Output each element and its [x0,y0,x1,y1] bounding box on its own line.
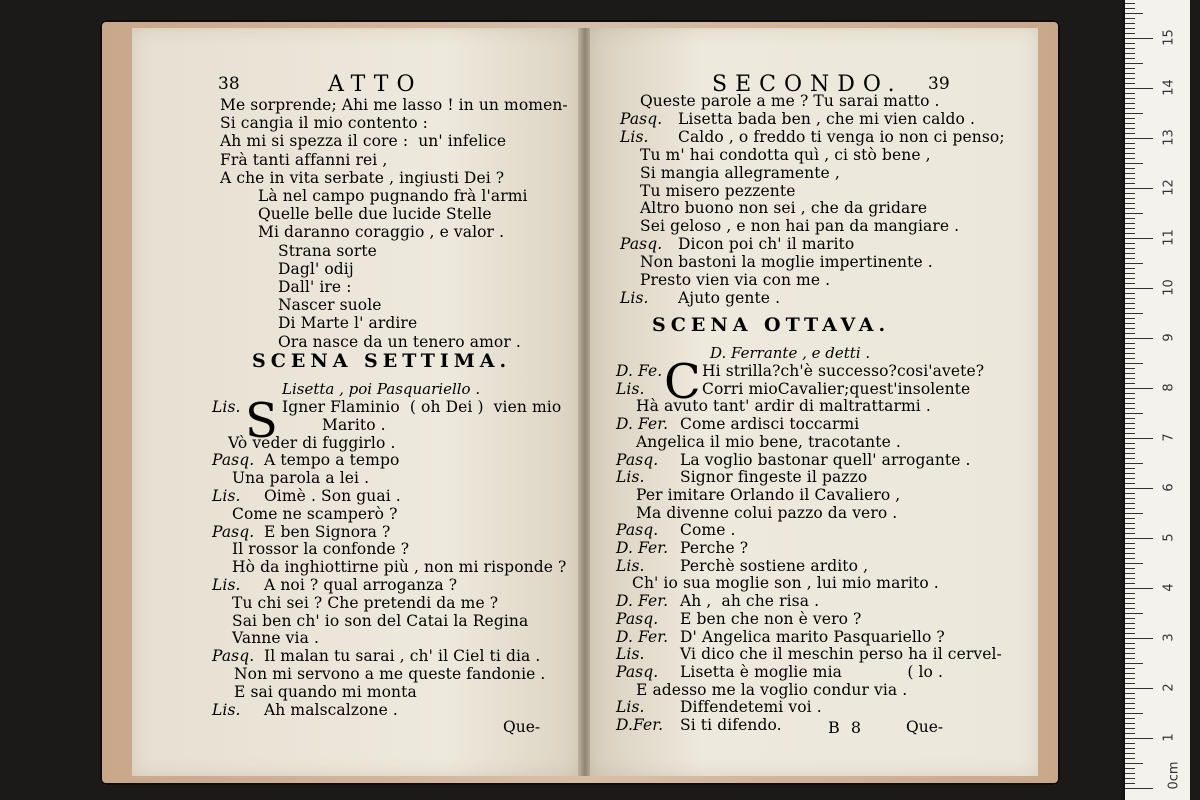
ruler-tick [1125,428,1135,429]
ruler-tick [1125,603,1135,604]
dialogue-line: Dicon poi ch' il marito [678,235,855,254]
ruler-tick [1125,28,1135,29]
ruler-tick [1125,313,1143,314]
dialogue-line: Come ardisci toccarmi [680,415,860,434]
ruler-number: 15 [1161,29,1177,46]
speaker-label: Lis. [212,576,241,594]
ruler-tick [1125,93,1135,94]
dialogue-line: Non mi servono a me queste fandonie . [234,665,546,683]
ruler-tick [1125,613,1143,614]
stage-direction: D. Ferrante , e detti . [710,344,871,362]
ruler-tick [1125,473,1135,474]
ruler-tick [1125,198,1135,199]
ruler-tick [1125,223,1135,224]
verse-line: Dagl' odij [278,259,354,278]
ruler-tick [1125,543,1135,544]
dialogue-line: Signor fingeste il pazzo [680,468,868,487]
ruler-tick [1125,178,1135,179]
ruler-tick [1125,73,1135,74]
ruler-tick [1125,513,1143,514]
ruler-tick [1125,263,1143,264]
ruler-tick [1125,248,1135,249]
ruler-tick [1125,668,1135,669]
speaker-label: Pasq. [620,109,663,128]
ruler-tick [1125,628,1135,629]
verse-line: Me sorprende; Ahi me lasso ! in un momen- [220,96,568,114]
ruler-tick [1125,373,1135,374]
ruler-tick [1125,733,1135,734]
ruler-tick [1125,208,1135,209]
ruler-number: 9 [1161,333,1177,342]
ruler-tick [1125,563,1143,564]
ruler-tick [1125,143,1135,144]
ruler-tick [1125,518,1135,519]
ruler-tick [1125,448,1135,449]
ruler-tick [1125,588,1153,589]
dialogue-line: Non bastoni la moglie impertinente . [640,253,933,272]
ruler-tick [1125,83,1135,84]
speaker-label: Lis. [212,487,241,505]
speaker-label: Lis. [620,288,649,307]
ruler-tick [1125,693,1135,694]
dialogue-line: Vi dico che il meschin perso ha il cervel- [680,645,1002,664]
dialogue-line: Il rossor la confonde ? [232,540,410,559]
speaker-label: Lis. [212,398,241,416]
dialogue-line: Hi strilla?ch'è successo?cosi'avete? [702,362,985,380]
ruler-tick [1125,43,1135,44]
dialogue-line: Tu m' hai condotta quì , ci stò bene , [640,145,931,164]
ruler-tick [1125,768,1135,769]
ruler-tick [1125,308,1135,309]
ruler-tick [1125,213,1143,214]
verse-line: Si cangia il mio contento : [220,114,428,133]
ruler-tick [1125,633,1135,634]
ruler-tick [1125,783,1135,784]
verse-line: A che in vita serbate , ingiusti Dei ? [220,168,505,187]
ruler-tick [1125,38,1153,39]
ruler-tick [1125,323,1135,324]
ruler-number: 5 [1161,533,1177,542]
speaker-label: Lis. [616,379,645,398]
dialogue-line: E sai quando mi monta [234,682,417,701]
ruler-tick [1125,493,1135,494]
scene-title: SCENA SETTIMA. [252,350,512,372]
page-number: 39 [928,74,950,94]
drop-cap: S [245,393,278,449]
dialogue-line: A tempo a tempo [264,451,400,470]
speaker-label: Pasq. [616,662,659,681]
page-number: 38 [218,74,240,94]
dialogue-line: Perche ? [680,539,749,557]
ruler-tick [1125,763,1143,764]
verse-line: Ora nasce da un tenero amor . [278,332,521,351]
ruler-tick [1125,553,1135,554]
dialogue-line: Il malan tu sarai , ch' il Ciel ti dia . [264,647,541,666]
ruler-tick [1125,538,1153,539]
ruler-tick [1125,98,1135,99]
ruler-tick [1125,148,1135,149]
ruler-tick [1125,378,1135,379]
ruler-tick [1125,268,1135,269]
ruler-tick [1125,478,1135,479]
ruler-tick [1125,678,1135,679]
ruler-tick [1125,258,1135,259]
dialogue-line: Tu chi sei ? Che pretendi da me ? [232,593,499,612]
dialogue-line: E ben Signora ? [264,522,391,541]
verse-line: Quelle belle due lucide Stelle [258,205,492,224]
ruler-tick [1125,163,1143,164]
verse-line: Ah mi si spezza il core : un' infelice [220,132,507,151]
ruler-tick [1125,718,1135,719]
ruler-tick [1125,58,1135,59]
ruler-tick [1125,158,1135,159]
ruler-tick [1125,138,1153,139]
ruler-tick [1125,383,1135,384]
dialogue-line: Lisetta bada ben , che mi vien caldo . [678,109,976,128]
ruler-tick [1125,703,1135,704]
ruler-tick [1125,688,1153,689]
dialogue-line: E ben che non è vero ? [680,609,862,628]
dialogue-line: D' Angelica marito Pasquariello ? [680,627,945,646]
ruler-tick [1125,133,1135,134]
verse-line: Frà tanti affanni rei , [220,150,388,169]
ruler-number: 11 [1161,229,1177,246]
measuring-ruler [1125,0,1190,800]
ruler-tick [1125,203,1135,204]
ruler-tick [1125,573,1135,574]
dialogue-line: Hà avuto tant' ardir di maltrattarmi . [636,397,931,416]
ruler-tick [1125,708,1135,709]
drop-cap: C [664,354,701,410]
dialogue-line: Igner Flaminio ( oh Dei ) vien mio [282,398,562,416]
speaker-label: Pasq. [616,521,659,540]
ruler-tick [1125,458,1135,459]
ruler-tick [1125,343,1135,344]
ruler-tick [1125,583,1135,584]
ruler-tick [1125,423,1135,424]
ruler-tick [1125,318,1135,319]
ruler-tick [1125,528,1135,529]
verse-line: Nascer suole [278,296,382,315]
ruler-tick [1125,253,1135,254]
ruler-tick [1125,558,1135,559]
ruler-tick [1125,358,1135,359]
ruler-tick [1125,293,1135,294]
dialogue-line: Perchè sostiene ardito , [680,556,869,575]
ruler-tick [1125,653,1135,654]
ruler-tick [1125,623,1135,624]
running-head: ATTO [328,72,423,97]
ruler-number: 6 [1161,483,1177,492]
ruler-tick [1125,453,1135,454]
ruler-number: 10 [1161,279,1177,296]
dialogue-line: Ajuto gente . [678,288,781,307]
verse-line: Dall' ire : [278,278,352,296]
ruler-tick [1125,508,1135,509]
ruler-tick [1125,773,1135,774]
speaker-label: Pasq. [212,451,255,470]
ruler-number: 2 [1161,683,1177,692]
dialogue-line: Vò veder di fuggirlo . [228,433,396,452]
ruler-tick [1125,288,1153,289]
ruler-tick [1125,193,1135,194]
catchword: Que- [503,718,541,736]
dialogue-line: Tu misero pezzente [640,181,796,200]
ruler-tick [1125,403,1135,404]
ruler-tick [1125,533,1135,534]
ruler-tick [1125,13,1143,14]
ruler-tick [1125,78,1135,79]
ruler-tick [1125,218,1135,219]
ruler-tick [1125,103,1135,104]
speaker-label: D.Fer. [616,716,664,734]
ruler-tick [1125,243,1135,244]
dialogue-line: A noi ? qual arroganza ? [264,576,458,594]
ruler-unit-label: 0cm [1166,761,1182,790]
ruler-tick [1125,228,1135,229]
ruler-tick [1125,123,1135,124]
ruler-tick [1125,523,1135,524]
ruler-tick [1125,303,1135,304]
ruler-tick [1125,503,1135,504]
ruler-number: 1 [1161,733,1177,742]
ruler-number: 12 [1161,179,1177,196]
ruler-tick [1125,548,1135,549]
dialogue-line: Marito . [322,415,386,434]
ruler-tick [1125,8,1135,9]
ruler-tick [1125,398,1135,399]
ruler-tick [1125,788,1153,789]
dialogue-line: Diffendetemi voi . [680,698,822,717]
ruler-tick [1125,433,1135,434]
ruler-tick [1125,608,1135,609]
dialogue-line: Per imitare Orlando il Cavaliero , [636,485,901,504]
speaker-label: Lis. [616,556,645,575]
ruler-tick [1125,748,1135,749]
ruler-tick [1125,443,1135,444]
ruler-tick [1125,393,1135,394]
ruler-tick [1125,438,1153,439]
speaker-label: Lis. [616,645,645,664]
ruler-tick [1125,673,1135,674]
dialogue-line: Ah , ah che risa . [680,592,820,611]
ruler-tick [1125,113,1143,114]
ruler-tick [1125,53,1135,54]
speaker-label: Lis. [616,698,645,717]
ruler-tick [1125,33,1135,34]
speaker-label: Pasq. [616,450,659,469]
ruler-tick [1125,278,1135,279]
ruler-tick [1125,128,1135,129]
ruler-tick [1125,683,1135,684]
ruler-tick [1125,283,1135,284]
ruler-tick [1125,233,1135,234]
ruler-tick [1125,463,1143,464]
speaker-label: Lis. [620,127,649,146]
ruler-tick [1125,568,1135,569]
dialogue-line: Vanne via . [232,629,319,648]
ruler-tick [1125,118,1135,119]
running-head: SECONDO. [712,72,903,97]
ruler-tick [1125,333,1135,334]
dialogue-line: Si ti difendo. [680,716,782,734]
ruler-tick [1125,388,1153,389]
stage-direction: Lisetta , poi Pasquariello . [282,380,481,398]
dialogue-line: Come . [680,521,736,540]
dialogue-line: Presto vien via con me . [640,271,831,289]
ruler-tick [1125,593,1135,594]
speaker-label: D. Fer. [616,627,669,646]
speaker-label: D. Fe. [616,362,663,380]
dialogue-line: E adesso me la voglio condur via . [636,680,908,699]
ruler-tick [1125,68,1135,69]
dialogue-line: Oimè . Son guai . [264,487,401,505]
ruler-tick [1125,413,1143,414]
dialogue-line: Ma divenne colui pazzo da vero . [636,503,898,522]
ruler-tick [1125,778,1135,779]
ruler-tick [1125,108,1135,109]
ruler-tick [1125,363,1143,364]
dialogue-line: La voglio bastonar quell' arrogante . [680,450,971,469]
dialogue-line: Corri mioCavalier;quest'insolente [702,379,971,398]
ruler-tick [1125,18,1135,19]
dialogue-line: Sai ben ch' io son del Catai la Regina [232,611,529,630]
ruler-tick [1125,723,1135,724]
ruler-tick [1125,183,1135,184]
verse-line: Mi daranno coraggio , e valor . [258,223,505,242]
ruler-tick [1125,468,1135,469]
ruler-number: 4 [1161,583,1177,592]
ruler-tick [1125,598,1135,599]
ruler-tick [1125,188,1153,189]
dialogue-line: Queste parole a me ? Tu sarai matto . [640,92,940,110]
ruler-tick [1125,348,1135,349]
ruler-number: 7 [1161,433,1177,442]
dialogue-line: Sei geloso , e non hai pan da mangiare . [640,217,960,236]
speaker-label: Pasq. [616,609,659,628]
dialogue-line: Altro buono non sei , che da gridare [640,199,928,218]
speaker-label: D. Fer. [616,415,669,434]
ruler-tick [1125,713,1143,714]
ruler-tick [1125,638,1153,639]
ruler-number: 8 [1161,383,1177,392]
ruler-tick [1125,338,1153,339]
speaker-label: D. Fer. [616,592,669,611]
ruler-tick [1125,408,1135,409]
ruler-tick [1125,618,1135,619]
ruler-tick [1125,643,1135,644]
verse-line: Di Marte l' ardire [278,314,418,333]
ruler-tick [1125,648,1135,649]
dialogue-line: Una parola a lei . [232,469,370,488]
ruler-tick [1125,298,1135,299]
ruler-tick [1125,743,1135,744]
ruler-tick [1125,498,1135,499]
ruler-tick [1125,173,1135,174]
ruler-tick [1125,758,1135,759]
ruler-tick [1125,353,1135,354]
dialogue-line: Angelica il mio bene, tracotante . [636,432,901,451]
verse-line: Strana sorte [278,241,377,260]
ruler-tick [1125,3,1135,4]
dialogue-line: Caldo , o freddo ti venga io non ci penso; [678,127,1005,146]
verse-line: Là nel campo pugnando frà l'armi [258,187,528,205]
ruler-tick [1125,698,1135,699]
ruler-tick [1125,368,1135,369]
ruler-number: 3 [1161,633,1177,642]
ruler-number: 14 [1161,79,1177,96]
dialogue-line: Lisetta è moglie mia ( lo . [680,662,944,681]
ruler-tick [1125,88,1153,89]
ruler-tick [1125,153,1135,154]
speaker-label: Lis. [616,468,645,487]
ruler-tick [1125,418,1135,419]
speaker-label: D. Fer. [616,539,669,557]
dialogue-line: Ah malscalzone . [264,700,398,719]
dialogue-line: Si mangia allegramente , [640,163,840,182]
ruler-tick [1125,483,1135,484]
ruler-tick [1125,663,1143,664]
scene-title: SCENA OTTAVA. [652,314,891,336]
ruler-tick [1125,578,1135,579]
signature-mark: B 8 [828,718,865,737]
ruler-tick [1125,23,1135,24]
ruler-number: 13 [1161,129,1177,146]
dialogue-line: Come ne scamperò ? [232,504,398,523]
speaker-label: Lis. [212,700,241,719]
ruler-tick [1125,753,1135,754]
speaker-label: Pasq. [212,522,255,541]
speaker-label: Pasq. [620,235,663,254]
ruler-tick [1125,738,1153,739]
dialogue-line: Ch' io sua moglie son , lui mio marito . [632,574,939,593]
ruler-tick [1125,728,1135,729]
dialogue-line: Hò da inghiottirne più , non mi risponde ? [232,558,567,577]
ruler-tick [1125,273,1135,274]
ruler-tick [1125,658,1135,659]
catchword: Que- [906,718,944,736]
speaker-label: Pasq. [212,647,255,666]
ruler-tick [1125,48,1135,49]
ruler-tick [1125,238,1153,239]
ruler-tick [1125,488,1153,489]
ruler-tick [1125,63,1143,64]
ruler-tick [1125,168,1135,169]
ruler-tick [1125,328,1135,329]
